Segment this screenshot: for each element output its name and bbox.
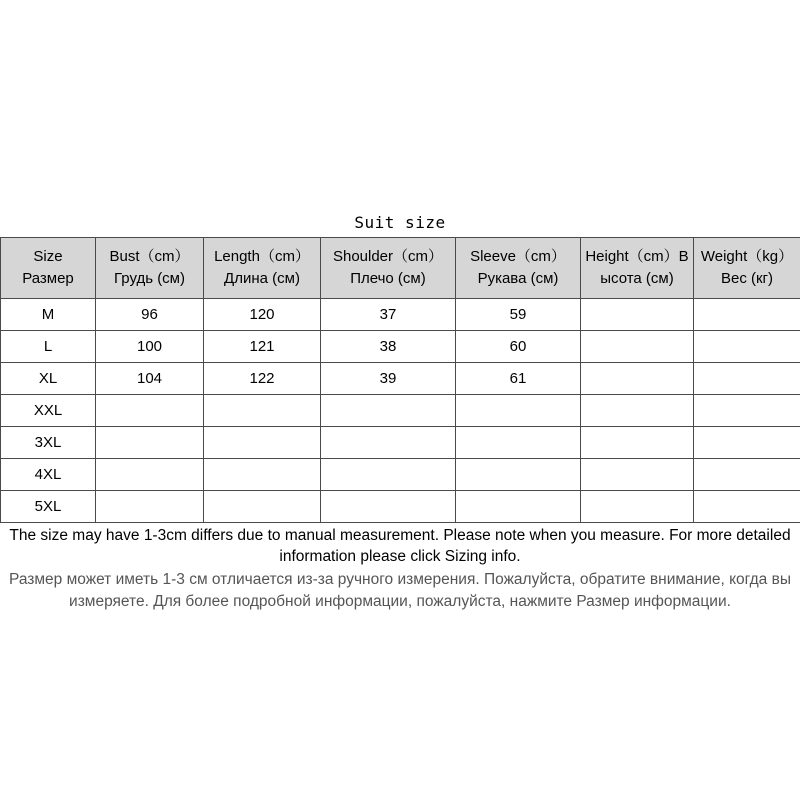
cell-size: XL bbox=[1, 363, 96, 395]
cell-bust: 100 bbox=[96, 331, 204, 363]
cell-bust bbox=[96, 427, 204, 459]
cell-weight bbox=[694, 363, 800, 395]
cell-size: L bbox=[1, 331, 96, 363]
cell-sleeve: 59 bbox=[456, 299, 581, 331]
cell-bust bbox=[96, 459, 204, 491]
cell-height bbox=[581, 395, 694, 427]
cell-shoulder bbox=[321, 395, 456, 427]
cell-weight bbox=[694, 395, 800, 427]
cell-weight bbox=[694, 299, 800, 331]
cell-length bbox=[204, 491, 321, 523]
cell-length bbox=[204, 427, 321, 459]
table-row bbox=[1, 459, 800, 491]
cell-bust: 104 bbox=[96, 363, 204, 395]
cell-bust bbox=[96, 491, 204, 523]
table-row bbox=[1, 395, 800, 427]
cell-weight bbox=[694, 459, 800, 491]
cell-height bbox=[581, 427, 694, 459]
cell-sleeve bbox=[456, 427, 581, 459]
cell-size: 3XL bbox=[1, 427, 96, 459]
cell-height bbox=[581, 299, 694, 331]
table-row bbox=[1, 331, 800, 363]
measurement-note bbox=[0, 525, 800, 613]
header-row bbox=[1, 238, 800, 299]
cell-size: M bbox=[1, 299, 96, 331]
cell-shoulder bbox=[321, 427, 456, 459]
cell-length bbox=[204, 395, 321, 427]
size-table bbox=[0, 237, 800, 523]
header-length: Length（cm） Длина (см) bbox=[204, 238, 321, 299]
cell-length: 122 bbox=[204, 363, 321, 395]
cell-shoulder: 38 bbox=[321, 331, 456, 363]
cell-sleeve: 60 bbox=[456, 331, 581, 363]
table-row bbox=[1, 299, 800, 331]
cell-weight bbox=[694, 331, 800, 363]
cell-size: XXL bbox=[1, 395, 96, 427]
cell-height bbox=[581, 491, 694, 523]
header-weight: Weight（kg） Вес (кг) bbox=[694, 238, 800, 299]
note-russian: Размер может иметь 1-3 см отличается из-за ручного измерения. Пожалуйста, обратите внимание, когда вы измеряете. Для более подробной информации, пожалуйста, нажмите Размер информации. bbox=[9, 571, 791, 610]
table-row bbox=[1, 491, 800, 523]
cell-shoulder: 39 bbox=[321, 363, 456, 395]
cell-shoulder bbox=[321, 491, 456, 523]
cell-height bbox=[581, 459, 694, 491]
cell-height bbox=[581, 331, 694, 363]
cell-shoulder bbox=[321, 459, 456, 491]
cell-sleeve bbox=[456, 395, 581, 427]
header-sleeve: Sleeve（cm） Рукава (см) bbox=[456, 238, 581, 299]
cell-bust bbox=[96, 395, 204, 427]
header-shoulder: Shoulder（cm） Плечо (см) bbox=[321, 238, 456, 299]
table-row bbox=[1, 363, 800, 395]
cell-bust: 96 bbox=[96, 299, 204, 331]
table-row bbox=[1, 427, 800, 459]
cell-length bbox=[204, 459, 321, 491]
cell-size: 5XL bbox=[1, 491, 96, 523]
cell-sleeve: 61 bbox=[456, 363, 581, 395]
header-height: Height（cm）В ысота (см) bbox=[581, 238, 694, 299]
cell-length: 121 bbox=[204, 331, 321, 363]
cell-weight bbox=[694, 491, 800, 523]
header-size: Size Размер bbox=[1, 238, 96, 299]
cell-sleeve bbox=[456, 491, 581, 523]
note-english: The size may have 1-3cm differs due to manual measurement. Please note when you measure. For more detailed information please click Sizing info. bbox=[9, 527, 791, 565]
table-title: Suit size bbox=[354, 213, 446, 232]
cell-shoulder: 37 bbox=[321, 299, 456, 331]
cell-height bbox=[581, 363, 694, 395]
cell-length: 120 bbox=[204, 299, 321, 331]
cell-weight bbox=[694, 427, 800, 459]
cell-sleeve bbox=[456, 459, 581, 491]
header-bust: Bust（cm） Грудь (см) bbox=[96, 238, 204, 299]
cell-size: 4XL bbox=[1, 459, 96, 491]
